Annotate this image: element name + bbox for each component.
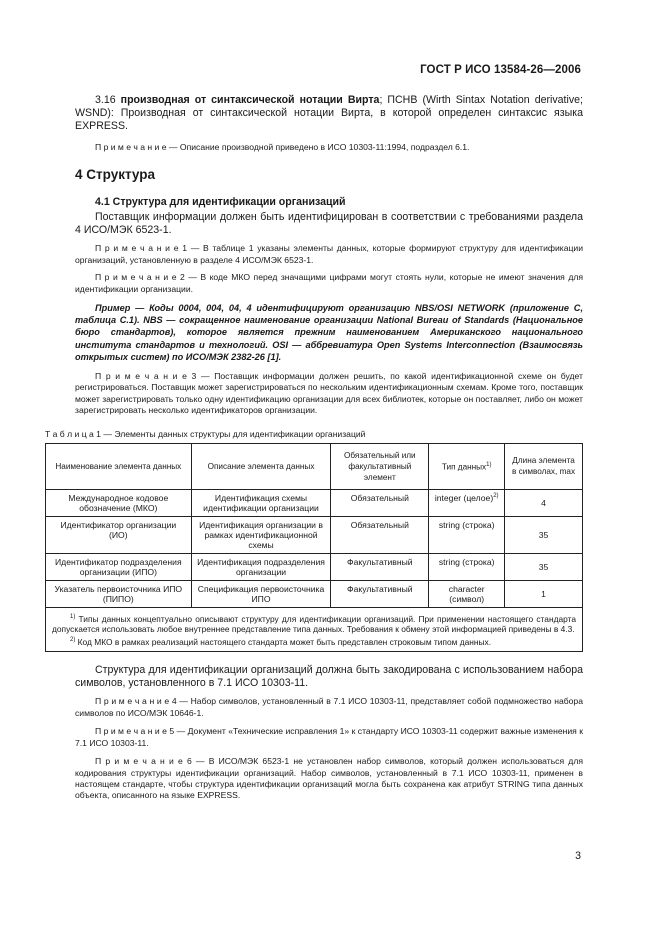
note-5: [75, 726, 583, 749]
caption-text: — Элементы данных структуры для идентификации организаций: [100, 428, 366, 439]
page-content: [45, 92, 584, 802]
note-label: П р и м е ч а н и е 4: [95, 696, 177, 707]
note-text: — Документ «Технические исправления 1» к стандарту ИСО 10303-11 содержит важные изменения к 7.1 ИСО 10303-11.: [75, 726, 583, 748]
cell-description: Идентификация организации в рамках идентификационной схемы: [191, 516, 331, 553]
note-label: П р и м е ч а н и е 5: [95, 726, 175, 737]
cell-name: Международное кодовое обозначение (МКО): [46, 489, 192, 516]
note-text: — Поставщик информации должен решить, по какой идентификационной схеме он будет регистрироваться. Поставщик может зарегистрироваться по нескольким идентификационным схемам. Кроме того, поставщик может зарегистрировать только одну идентификацию организации для всех библиотек, которые он поставляет, либо он может зарегистрировать несколько идентификаторов организации.: [75, 371, 583, 416]
footnote-2: [52, 635, 576, 647]
table-header-row: [46, 443, 583, 489]
note-text: — Описание производной приведено в ИСО 10303-11:1994, подраздел 6.1.: [166, 141, 470, 152]
cell-required: Обязательный: [331, 489, 429, 516]
table-1-caption: [45, 429, 583, 439]
header-element-name: Наименование элемента данных: [46, 443, 192, 489]
footnote-mark: 1): [70, 613, 76, 620]
footnote-mark: 2): [70, 636, 76, 643]
paragraph-2: Структура для идентификации организаций должна быть закодирована с использованием набора символов, установленного в 7.1 ИСО 10303-11.: [75, 664, 583, 690]
note-6: [75, 756, 583, 802]
cell-required: Факультативный: [331, 580, 429, 607]
cell-description: Спецификация первоисточника ИПО: [191, 580, 331, 607]
header-required: Обязательный или факультативный элемент: [331, 443, 429, 489]
cell-required: Обязательный: [331, 516, 429, 553]
cell-type: string (строка): [429, 516, 505, 553]
cell-name: Указатель первоисточника ИПО (ПИПО): [46, 580, 192, 607]
cell-required: Факультативный: [331, 553, 429, 580]
page-number: 3: [575, 850, 581, 862]
section-4-1-title: 4.1 Структура для идентификации организаций: [95, 196, 346, 209]
note-3: [75, 371, 583, 417]
table-footnotes: [46, 607, 583, 651]
table-footnotes-row: [46, 607, 583, 651]
note-1: [75, 243, 583, 266]
cell-type: [429, 489, 505, 516]
table-row: [46, 489, 583, 516]
definition-text: ; ПСНВ (Wirth Sintax Notation derivative; WSND): Производная от синтаксической нотации Вирта, в которой определен синтаксис языка EXPRESS.: [75, 94, 583, 133]
cell-description: Идентификация схемы идентификации организации: [191, 489, 331, 516]
cell-type-text: integer (целое): [434, 492, 494, 503]
caption-label: Т а б л и ц а 1: [45, 428, 101, 439]
cell-name: Идентификатор организации (ИО): [46, 516, 192, 553]
note-text: — В ИСО/МЭК 6523-1 не установлен набор символов, который должен использоваться для кодирования структуры идентификации организаций. Набор символов, установленный в 7.1 ИСО 10303-11, применен в настоящем стандарте, чтобы структура идентификации организаций могла быть сохранена как атрибут STRING типа данных объекта, описанного на языке EXPRESS.: [75, 756, 583, 801]
note-2: [75, 272, 583, 295]
cell-length: 35: [505, 553, 583, 580]
note-label: П р и м е ч а н и е 6: [95, 756, 192, 767]
note-text: — В коде МКО перед значащими цифрами могут стоять нули, которые не имеют значения для идентификации организации.: [75, 272, 584, 294]
note-text: — В таблице 1 указаны элементы данных, которые формируют структуру для идентификации организаций, установленную в разделе 4 ИСО/МЭК 6523-1.: [75, 243, 583, 265]
header-data-type: [429, 443, 505, 489]
footnote-text: Типы данных концептуально описывают структуру для идентификации организаций. При применении настоящего стандарта допускается использовать любое внутреннее представление типа данных. Требования к обмену этой информацией приведены в 4.3.: [52, 613, 576, 635]
definition-3-16: [75, 94, 583, 134]
example-text-1: Пример — Коды 0004, 004, 04, 4 идентифицируют организацию NBS/OSI NETWORK (приложение С, таблица С.1). NBS — сокращенное наименование организации National Bureau of Standards (Национальное бюро стандартов), которое является прежним наименованием Американского национального института стандартов и технологий.: [75, 303, 583, 350]
cell-length: 4: [505, 489, 583, 516]
cell-length: 1: [505, 580, 583, 607]
footnote-text: Код МКО в рамках реализаций настоящего стандарта может быть представлен строковым типом данных.: [75, 636, 492, 647]
definition-number: 3.16: [95, 94, 116, 106]
note-label: П р и м е ч а н и е 2: [95, 272, 185, 283]
note-label: П р и м е ч а н и е 1: [95, 243, 187, 254]
table-row: [46, 553, 583, 580]
header-element-description: Описание элемента данных: [191, 443, 331, 489]
cell-description: Идентификация подразделения организации: [191, 553, 331, 580]
document-header: ГОСТ Р ИСО 13584-26—2006: [420, 64, 581, 76]
table-row: [46, 516, 583, 553]
table-row: [46, 580, 583, 607]
header-length: Длина элемента в символах, max: [505, 443, 583, 489]
note-label: П р и м е ч а н и е 3: [95, 371, 197, 382]
section-4-title: 4 Структура: [75, 167, 155, 183]
header-data-type-text: Тип данных: [441, 462, 487, 472]
example-paragraph: [75, 302, 583, 363]
cell-length: 35: [505, 516, 583, 553]
cell-name: Идентификатор подразделения организации (ИПО): [46, 553, 192, 580]
cell-type: character (символ): [429, 580, 505, 607]
note-4: [75, 696, 583, 719]
definition-term: производная от синтаксической нотации Вирта: [120, 94, 380, 106]
paragraph-1: Поставщик информации должен быть идентифицирован в соответствии с требованиями раздела 4 ИСО/МЭК 6523-1.: [75, 211, 583, 237]
footnote-ref: 1): [486, 461, 492, 468]
note-label: П р и м е ч а н и е: [95, 141, 167, 152]
cell-type: string (строка): [429, 553, 505, 580]
footnote-1: [52, 612, 576, 635]
example-text-2: OSI — аббревиатура Open Systems Interconnection (Взаимосвязь открытых систем) по ИСО/МЭК 2382-26 [1].: [75, 339, 583, 362]
footnote-ref: 2): [493, 492, 499, 499]
table-1: [45, 443, 583, 652]
note-text: — Набор символов, установленный в 7.1 ИСО 10303-11, представляет собой подмножество набора символов по ИСО/МЭК 10646-1.: [75, 696, 583, 718]
note-3-16: [75, 142, 583, 153]
